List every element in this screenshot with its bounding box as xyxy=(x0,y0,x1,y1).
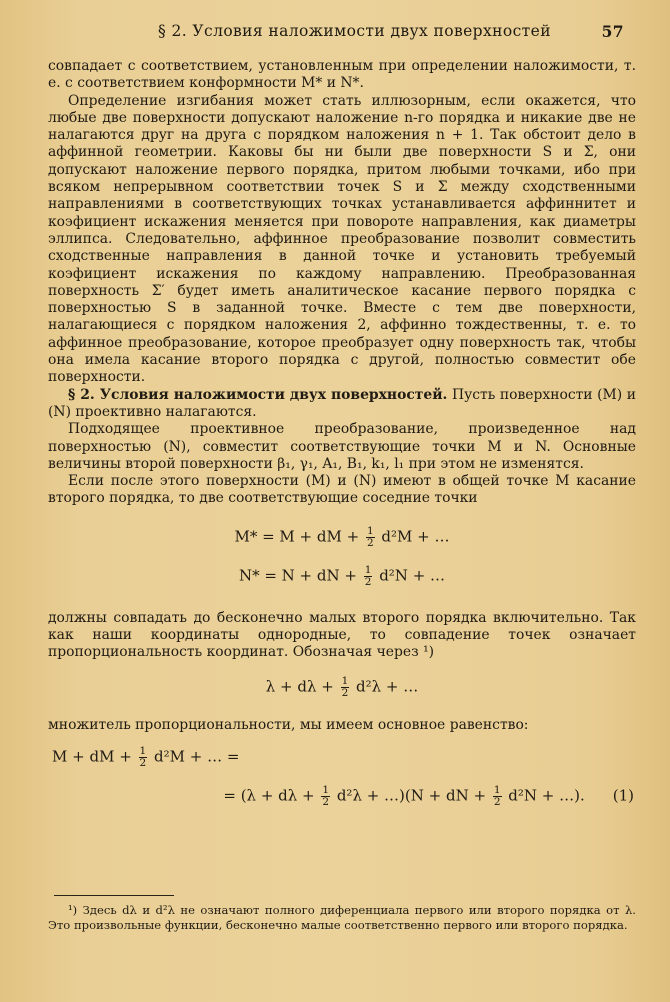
paragraph-1: совпадает с соответствием, установленным при определении наложимости, т. е. с соответствием конформности M* и N*. xyxy=(48,58,636,92)
eq1-den: 2 xyxy=(366,536,374,549)
section-text: Пусть поверхности (M) и (N) проективно налагаются. xyxy=(48,386,636,420)
eq2-lhs: N* = N + dN + xyxy=(238,566,362,585)
eq3-fraction xyxy=(341,676,350,699)
eq2-den: 2 xyxy=(364,575,372,588)
eq3-den: 2 xyxy=(341,686,349,699)
eq3-num: 1 xyxy=(341,674,349,687)
eq5-part-b: d²λ + …)(N + dN + xyxy=(332,786,491,805)
eq5-part-c: d²N + …). xyxy=(503,786,585,805)
running-header xyxy=(48,22,626,46)
eq5-den1: 2 xyxy=(322,795,330,808)
paragraph-4: Если после этого поверхности (M) и (N) имеют в общей точке M касание второго порядка, то две соответствующие соседние точки xyxy=(48,473,636,507)
eq4-fraction xyxy=(139,746,148,769)
equation-main-rhs xyxy=(48,785,636,808)
equation-n-star xyxy=(48,565,636,588)
paragraph-3: Подходящее проективное преобразование, произведенное над поверхностью (N), совместит соответствующие точки M и N. Основные величины второй поверхности β₁, γ₁, A₁, B₁, k₁, l₁ при этом не изменятся. xyxy=(48,421,636,472)
equation-main-lhs xyxy=(48,746,636,769)
section-heading: § 2. Условия наложимости двух поверхностей. xyxy=(68,386,448,403)
eq1-fraction xyxy=(366,526,375,549)
eq5-fraction-2 xyxy=(493,785,502,808)
equation-lambda xyxy=(48,676,636,699)
eq5-num1: 1 xyxy=(322,783,330,796)
footnote-rule xyxy=(54,895,174,896)
page-number: 57 xyxy=(601,22,624,41)
eq3-lhs: λ + dλ + xyxy=(265,677,339,696)
equation-label: (1) xyxy=(612,786,634,805)
footnote-text: ¹) Здесь dλ и d²λ не означают полного диференциала первого или второго порядка от λ. Это произвольные функции, бесконечно малые соответственно первого или второго порядка. xyxy=(48,903,636,932)
section-paragraph xyxy=(48,387,636,422)
eq1-rhs: d²M + … xyxy=(376,527,450,546)
eq3-rhs: d²λ + … xyxy=(351,677,419,696)
eq4-lhs: M + dM + xyxy=(52,747,137,766)
header-title: § 2. Условия наложимости двух поверхностей xyxy=(158,22,551,40)
eq2-num: 1 xyxy=(364,563,372,576)
eq2-fraction xyxy=(364,565,373,588)
eq5-num2: 1 xyxy=(493,783,501,796)
paragraph-6: множитель пропорциональности, мы имеем основное равенство: xyxy=(48,716,529,733)
footnote xyxy=(48,903,636,932)
eq1-lhs: M* = M + dM + xyxy=(234,527,364,546)
eq4-rhs: d²M + … = xyxy=(149,747,240,766)
eq1-num: 1 xyxy=(366,524,374,537)
eq5-part-a: = (λ + dλ + xyxy=(223,786,320,805)
eq4-den: 2 xyxy=(139,756,147,769)
paragraph-2: Определение изгибания может стать иллюзорным, если окажется, что любые две поверхности допускают наложение n-го порядка и никакие две не налагаются друг на друга с порядком наложения n + 1. Так обстоит дело в аффинной геометрии. Каковы бы ни были две поверхности S и Σ, они допускают наложение первого порядка, притом любыми точками, ибо при всяком непрерывном соответствии точек S и Σ между сходственными направлениями в соответствующих точках устанавливается аффиннитет и коэфициент искажения меняется при повороте направления, как диаметры эллипса. Следовательно, аффинное преобразование позволит совместить сходственные направления в данной точке и установить требуемый коэфициент искажения по каждому направлению. Преобразованная поверхность Σ′ будет иметь аналитическое касание первого порядка с поверхностью S в заданной точке. Вместе с тем две поверхности, налагающиеся с порядком наложения 2, аффинно тождественны, т. е. то аффинное преобразование, которое преобразует одну поверхность так, чтобы она имела касание второго порядка с другой, полностью совместит обе поверхности. xyxy=(48,92,636,386)
main-text xyxy=(48,58,636,808)
eq2-rhs: d²N + … xyxy=(374,566,446,585)
equation-m-star xyxy=(48,526,636,549)
eq5-den2: 2 xyxy=(493,795,501,808)
eq4-num: 1 xyxy=(139,744,147,757)
eq5-fraction-1 xyxy=(321,785,330,808)
paragraph-5: должны совпадать до бесконечно малых второго порядка включительно. Так как наши координаты однородные, то совпадение точек означает пропорциональность координат. Обозначая через ¹) xyxy=(48,609,636,661)
